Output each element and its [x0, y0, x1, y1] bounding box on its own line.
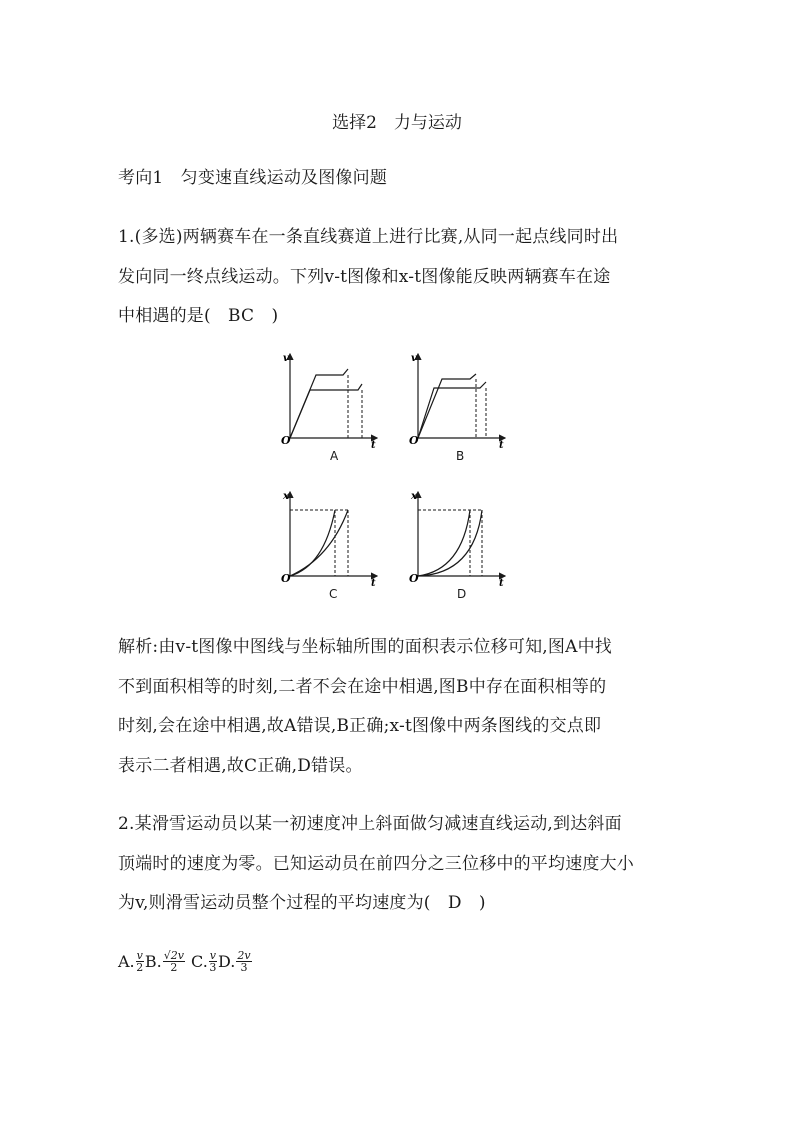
q1-line-1: 1.(多选)两辆赛车在一条直线赛道上进行比赛,从同一起点线同时出: [118, 227, 619, 247]
analysis-line-3: 时刻,会在途中相遇,故A错误,B正确;x-t图像中两条图线的交点即: [118, 716, 602, 736]
q1-line-2: 发向同一终点线运动。下列v-t图像和x-t图像能反映两辆赛车在途: [118, 267, 611, 287]
page-title: 选择2 力与运动: [332, 113, 462, 133]
option-b-fraction: $\frac{√2v}{2}$: [163, 949, 184, 974]
axis-t-label: t: [371, 578, 376, 589]
graph-a: [280, 350, 380, 451]
option-d-label: D.: [218, 952, 236, 971]
graph-d: [408, 488, 508, 589]
graph-c: [280, 488, 380, 589]
graph-a-label: A: [330, 449, 339, 463]
q2-options: [118, 950, 253, 973]
analysis-line-1: 解析:由v-t图像中图线与坐标轴所围的面积表示位移可知,图A中找: [118, 637, 612, 657]
graph-b: [408, 350, 508, 451]
origin-label: O: [409, 434, 419, 447]
graph-b-label: B: [456, 449, 465, 463]
analysis-line-2: 不到面积相等的时刻,二者不会在途中相遇,图B中存在面积相等的: [118, 677, 607, 697]
origin-label: O: [281, 572, 291, 585]
q2-line-2: 顶端时的速度为零。已知运动员在前四分之三位移中的平均速度大小: [118, 854, 634, 874]
graph-c-label: C: [329, 587, 338, 601]
option-a-label: A.: [118, 952, 135, 971]
axis-v-label: v: [411, 353, 417, 364]
option-c-fraction: $\frac{v}{3}$: [209, 949, 217, 974]
option-b-label: B.: [144, 952, 162, 971]
origin-label: O: [281, 434, 291, 447]
axis-t-label: t: [499, 440, 504, 451]
axis-t-label: t: [371, 440, 376, 451]
option-d-fraction: $\frac{2v}{3}$: [237, 949, 251, 974]
option-c-label: C.: [185, 952, 208, 971]
axis-v-label: v: [283, 353, 289, 364]
section-heading: 考向1 匀变速直线运动及图像问题: [118, 168, 388, 188]
axis-x-label: x: [283, 491, 289, 502]
q2-line-1: 2.某滑雪运动员以某一初速度冲上斜面做匀减速直线运动,到达斜面: [118, 814, 622, 834]
axis-t-label: t: [499, 578, 504, 589]
axis-x-label: x: [411, 491, 417, 502]
q1-line-3: 中相遇的是( BC ): [118, 306, 279, 326]
analysis-line-4: 表示二者相遇,故C正确,D错误。: [118, 756, 363, 776]
q2-line-3: 为v,则滑雪运动员整个过程的平均速度为( D ): [118, 893, 486, 913]
option-a-fraction: $\frac{v}{2}$: [136, 949, 144, 974]
origin-label: O: [409, 572, 419, 585]
graph-d-label: D: [457, 587, 467, 601]
